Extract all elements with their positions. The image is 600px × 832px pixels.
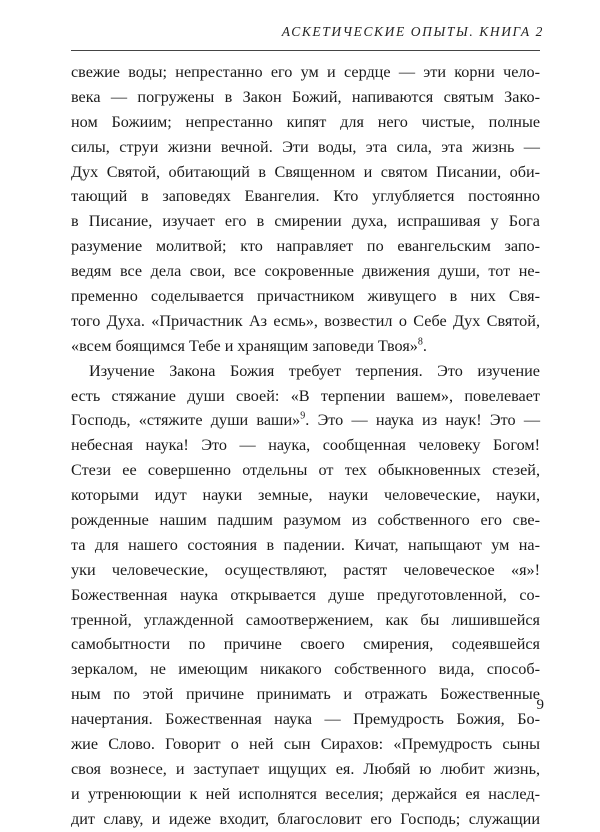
footnote-ref: 9 bbox=[300, 411, 306, 423]
text-line: своя вознесе, и заступает ищущих ея. Любяй ю любит жизнь, bbox=[71, 759, 540, 778]
text-line: рожденные нашим падшим разумом из собственного его све- bbox=[71, 511, 540, 530]
text-line: которыми идут науки земные, науки человеческие, науки, bbox=[71, 486, 540, 505]
page-text bbox=[71, 60, 540, 832]
text-fragment: . Это — наука из наук! Это — bbox=[305, 411, 541, 430]
text-line: дит славу, и идеже входит, благословит его Господь; служащии bbox=[71, 809, 540, 828]
running-header bbox=[0, 23, 600, 45]
text-line: жие Слово. Говорит о ней сын Сирахов: «Премудрость сыны bbox=[71, 735, 540, 754]
text-line: пременно соделывается причастником живущего в них Свя- bbox=[71, 287, 540, 306]
text-line: есть стяжание души своей: «В терпении вашем», повелевает bbox=[71, 386, 540, 405]
text-line bbox=[71, 408, 540, 433]
text-line: Божественная наука открывается душе предуготовленной, со- bbox=[71, 585, 540, 604]
text-line: в Писание, изучает его в смирении духа, испрашивая у Бога bbox=[71, 212, 540, 231]
running-title: АСКЕТИЧЕСКИЕ ОПЫТЫ. КНИГА 2 bbox=[281, 24, 544, 39]
text-line: свежие воды; непрестанно его ум и сердце — эти корни чело- bbox=[71, 63, 540, 81]
text-line: самобытности по причине своего смирения, содеявшейся bbox=[71, 635, 540, 654]
text-line: зеркалом, не имеющим никакого собственного вида, способ- bbox=[71, 660, 540, 679]
text-line: Изучение Закона Божия требует терпения. Это изучение bbox=[89, 361, 540, 380]
text-line: ведям все дела свои, все сокровенные движения души, тот не- bbox=[71, 262, 540, 281]
text-line: Дух Святой, обитающий в Священном и святом Писании, оби- bbox=[71, 162, 540, 181]
text-line: силы, струи жизни вечной. Эти воды, эта сила, эта жизнь — bbox=[71, 137, 540, 156]
page-number: 9 bbox=[536, 697, 544, 713]
text-fragment: «всем боящимся Тебе и хранящим заповеди Твоя» bbox=[71, 336, 418, 355]
text-fragment: Господь, «стяжите души ваши» bbox=[71, 411, 301, 430]
text-line: ным по этой причине принимать и отражать Божественные bbox=[71, 685, 540, 704]
text-line: та для нашего состояния в падении. Кичат, напыщают ум на- bbox=[71, 535, 540, 554]
text-line: «всем боящимся Тебе и хранящим заповеди Твоя»$^8$. bbox=[71, 336, 427, 355]
footnote-ref: 8 bbox=[417, 336, 423, 348]
text-line: разумение молитвой; кто направляет по евангельским запо- bbox=[71, 237, 540, 256]
text-line: тренной, углажденной самоотвержением, как бы лишившейся bbox=[71, 610, 540, 629]
text-line: небесная наука! Это — наука, сообщенная человеку Богом! bbox=[71, 436, 540, 455]
text-line: ном Божиим; непрестанно кипят для него чистые, полные bbox=[71, 112, 540, 131]
text-line: тающий в заповедях Евангелия. Кто углубляется постоянно bbox=[71, 187, 540, 206]
text-line: уки человеческие, осуществляют, растят человеческое «я»! bbox=[71, 560, 540, 579]
text-line: и утренюющии к ней исполнятся веселия; держайся ея наслед- bbox=[71, 784, 540, 803]
text-line: начертания. Божественная наука — Премудрость Божия, Бо- bbox=[71, 710, 540, 729]
text-line: века — погружены в Закон Божий, напиваются святым Зако- bbox=[71, 87, 540, 106]
text-line: того Духа. «Причастник Аз есмь», возвестил о Себе Дух Святой, bbox=[71, 311, 540, 330]
header-rule bbox=[71, 50, 540, 51]
text-line: Стези ее совершенно отдельны от тех обыкновенных стезей, bbox=[71, 461, 540, 480]
